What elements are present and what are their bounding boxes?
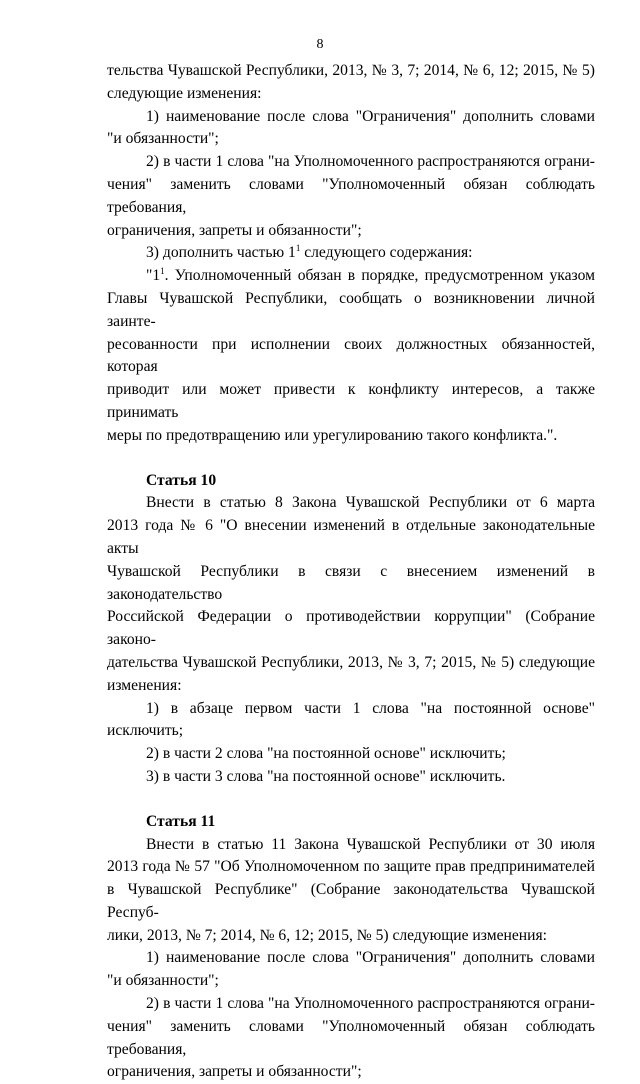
article-heading: Статья 11 [146, 812, 216, 830]
text-line: Чувашской Республики в связи с внесением изменений в законодательство [107, 562, 595, 603]
text-line: ограничения, запреты и обязанности"; [107, 1063, 362, 1081]
text-line: тельства Чувашской Республики, 2013, № 3, 7; 2014, № 6, 12; 2015, № 5) [107, 62, 595, 79]
list-item: 2) в части 1 слова "на Уполномоченного распространяются ограни- [146, 153, 595, 171]
text-line: лики, 2013, № 7; 2014, № 6, 12; 2015, № 5) следующие изменения: [107, 926, 547, 944]
quote-line [107, 265, 595, 288]
list-item: 1) в абзаце первом части 1 слова "на постоянной основе" исключить; [107, 699, 595, 740]
quote-text: . Уполномоченный обязан в порядке, предусмотренном указом [164, 267, 595, 285]
text-line: изменения: [107, 676, 182, 694]
item-text: следующего содержания: [300, 244, 473, 262]
text-line: "и обязанности"; [107, 972, 219, 990]
text-line: Внести в статью 8 Закона Чувашской Республики от 6 марта [146, 494, 595, 512]
list-item: 1) наименование после слова "Ограничения" дополнить словами [146, 107, 595, 125]
text-line: в Чувашской Республике" (Собрание законодательства Чувашской Респуб- [107, 881, 595, 921]
text-line: ресованности при исполнении своих должностных обязанностей, которая [107, 335, 595, 376]
text-line: чения" заменить словами "Уполномоченный обязан соблюдать требования, [107, 1017, 595, 1058]
superscript: 1 [295, 243, 301, 254]
list-item: 3) в части 3 слова "на постоянной основе" исключить. [146, 767, 506, 785]
list-item: 2) в части 2 слова "на постоянной основе" исключить; [146, 745, 506, 763]
text-line: следующие изменения: [107, 84, 262, 102]
text-line: 2013 года № 57 "Об Уполномоченном по защите прав предпринимателей [107, 858, 595, 876]
article-heading: Статья 10 [146, 471, 217, 489]
text-line: "и обязанности"; [107, 130, 219, 148]
text-line: 2013 года № 6 "О внесении изменений в отдельные законодательные акты [107, 517, 595, 557]
list-item: 2) в части 1 слова "на Уполномоченного распространяются ограни- [146, 995, 595, 1013]
superscript: 1 [160, 266, 165, 277]
page-number: 8 [316, 37, 324, 52]
text-line: Российской Федерации о противодействии коррупции" (Собрание законо- [107, 608, 595, 649]
text-line: дательства Чувашской Республики, 2013, № 3, 7; 2015, № 5) следующие [107, 653, 595, 671]
text-line: чения" заменить словами "Уполномоченный обязан соблюдать требования, [107, 175, 595, 216]
text-line: ограничения, запреты и обязанности"; [107, 221, 362, 239]
text-line: меры по предотвращению или урегулированию такого конфликта.". [107, 426, 558, 444]
text-line: приводит или может привести к конфликту интересов, а также принимать [107, 381, 595, 421]
text-line: Главы Чувашской Республики, сообщать о возникновении личной заинте- [107, 289, 595, 330]
list-item [107, 242, 595, 265]
list-item: 1) наименование после слова "Ограничения" дополнить словами [146, 949, 595, 967]
item-text: 3) дополнить частью 1 [146, 244, 296, 262]
quote-text: "1 [146, 267, 161, 285]
document-body [107, 60, 595, 1084]
text-line: Внести в статью 11 Закона Чувашской Республики от 30 июля [146, 835, 595, 853]
